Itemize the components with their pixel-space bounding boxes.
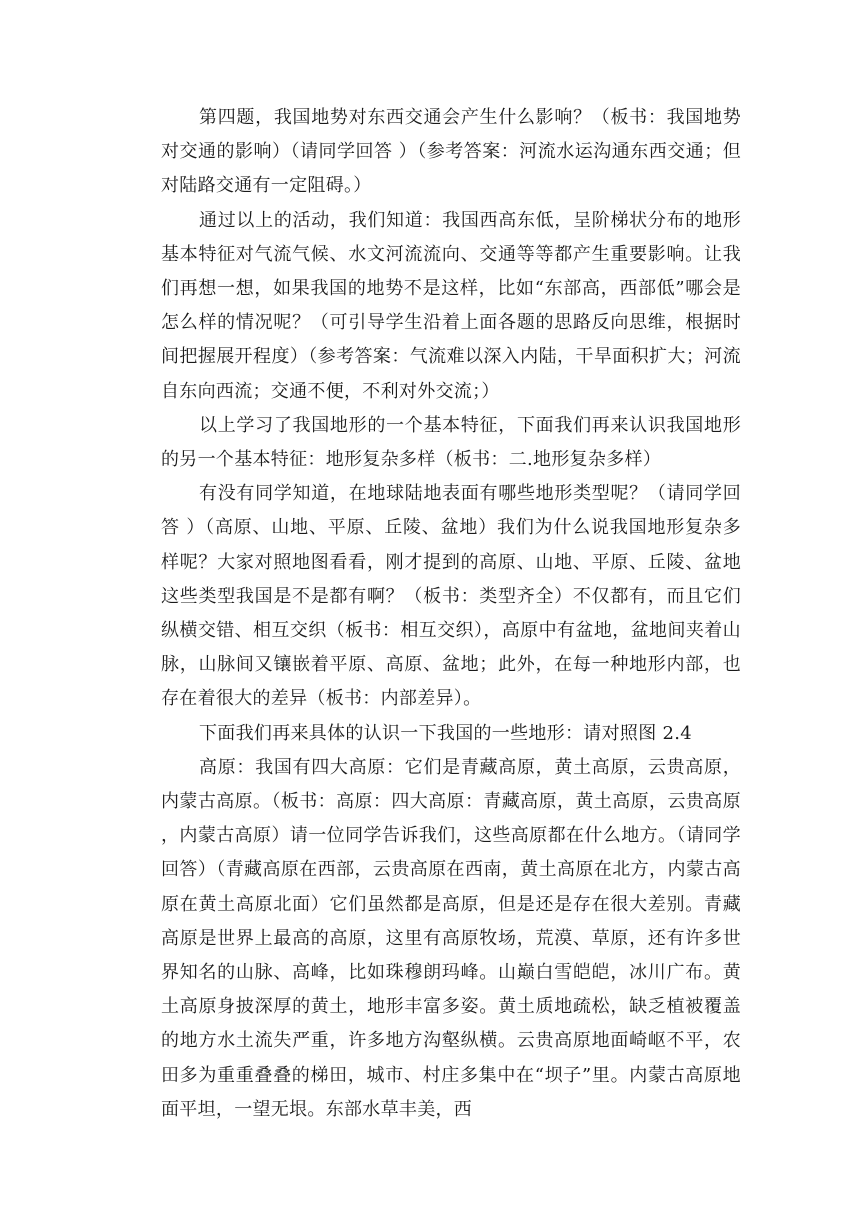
paragraph-landform-types: 有没有同学知道，在地球陆地表面有哪些地形类型呢？（请同学回答 ）（高原、山地、平原、丘陵、盆地）我们为什么说我国地形复杂多样呢？大家对照地图看看，刚才提到的高原、山地、平原、丘陵、盆地这些类型我国是不是都有啊？（板书：类型齐全）不仅都有，而且它们纵横交错、相互交织（板书：相互交织），高原中有盆地，盆地间夹着山脉，山脉间又镶嵌着平原、高原、盆地；此外，在每一种地形内部，也存在着很大的差异（板书：内部差异）。 bbox=[161, 483, 741, 710]
paragraph-terrain-influence: 通过以上的活动，我们知道：我国西高东低，呈阶梯状分布的地形基本特征对气流气候、水文河流流向、交通等等都产生重要影响。让我们再想一想，如果我国的地势不是这样，比如“东部高，西部低”哪会是怎么样的情况呢？（可引导学生沿着上面各题的思路反向思维，根据时间把握展开程度）（参考答案：气流难以深入内陆，干旱面积扩大；河流自东向西流；交通不便，不利对外交流；） bbox=[161, 209, 741, 402]
paragraph-second-feature: 以上学习了我国地形的一个基本特征，下面我们再来认识我国地形的另一个基本特征：地形复杂多样（板书：二.地形复杂多样） bbox=[161, 414, 741, 471]
paragraph-plateaus: 高原：我国有四大高原：它们是青藏高原，黄土高原，云贵高原，内蒙古高原。（板书：高原：四大高原：青藏高原，黄土高原，云贵高原，内蒙古高原）请一位同学告诉我们，这些高原都在什么地方。（请同学回答）（青藏高原在西部，云贵高原在西南，黄土高原在北方，内蒙古高原在黄土高原北面）它们虽然都是高原，但是还是存在很大差别。青藏高原是世界上最高的高原，这里有高原牧场，荒漠、草原，还有许多世界知名的山脉、高峰，比如珠穆朗玛峰。山巅白雪皑皑，冰川广布。黄土高原身披深厚的黄土，地形丰富多姿。黄土质地疏松，缺乏植被覆盖的地方水土流失严重，许多地方沟壑纵横。云贵高原地面崎岖不平，农田多为重重叠叠的梯田，城市、村庄多集中在“坝子”里。内蒙古高原地面平坦，一望无垠。东部水草丰美，西 bbox=[161, 756, 741, 1120]
paragraph-map-reference: 下面我们再来具体的认识一下我国的一些地形：请对照图 2.4 bbox=[199, 722, 693, 744]
paragraph-traffic-question: 第四题，我国地势对东西交通会产生什么影响？（板书：我国地势对交通的影响）（请同学回答 ）（参考答案：河流水运沟通东西交通；但对陆路交通有一定阻碍。） bbox=[161, 107, 741, 197]
document-page bbox=[161, 101, 741, 1127]
